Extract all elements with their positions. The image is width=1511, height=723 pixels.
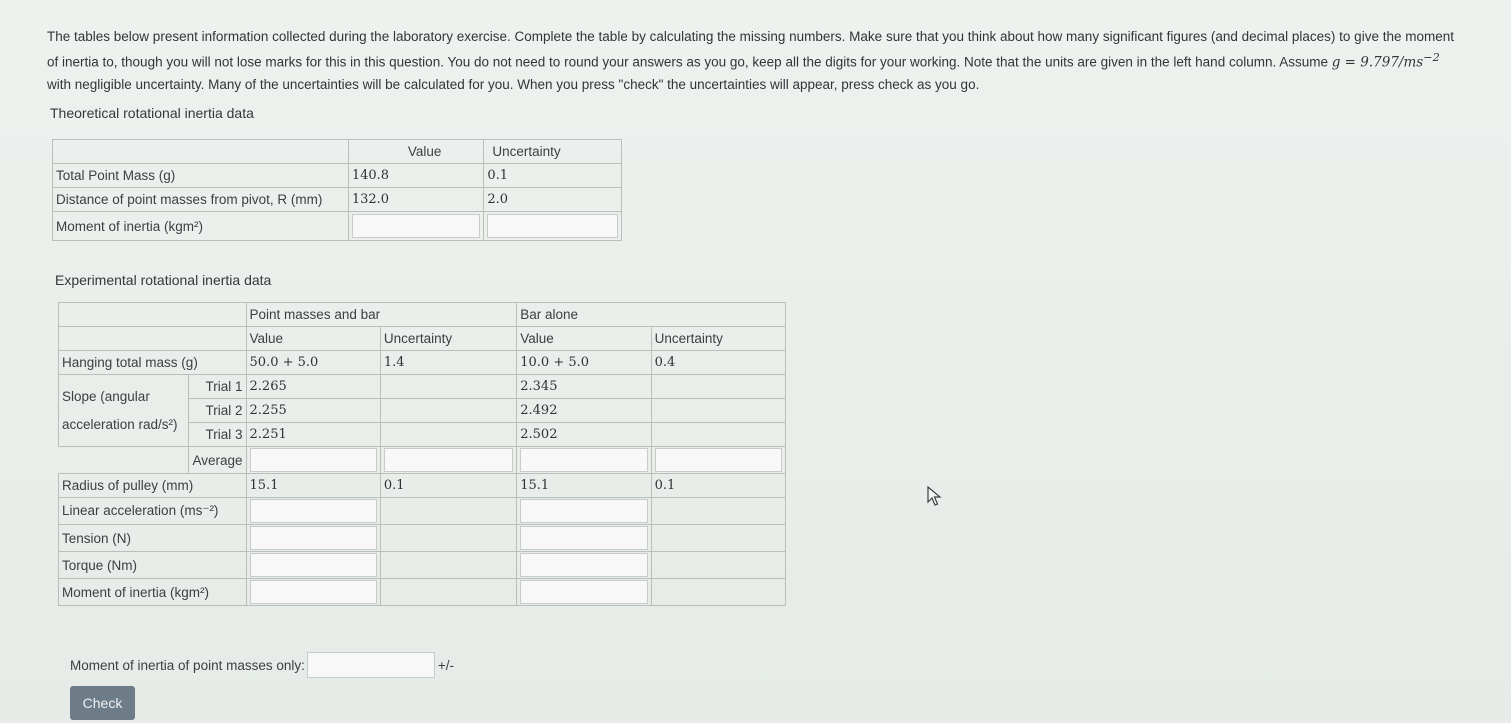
plus-minus-label: +/- — [437, 657, 454, 673]
slope-label: Slope (angular acceleration rad/s²) — [59, 375, 189, 447]
sub-header-row — [59, 327, 786, 351]
header-uncertainty: Uncertainty — [380, 327, 516, 351]
cell-empty — [651, 525, 785, 552]
input-cell — [246, 525, 380, 552]
check-button[interactable]: Check — [70, 686, 135, 720]
theoretical-header-empty — [53, 140, 349, 164]
cell-empty — [651, 375, 785, 399]
input-cell — [517, 447, 651, 474]
cell-empty — [651, 399, 785, 423]
trial-label: Trial 1 — [189, 375, 246, 399]
cell-value: 2.265 — [246, 375, 380, 399]
header-empty — [59, 303, 247, 327]
bar-moment-of-inertia-input[interactable] — [520, 580, 647, 604]
bar-tension-input[interactable] — [520, 526, 647, 550]
moi-uncertainty-cell — [484, 212, 622, 241]
point-mass-moi-input[interactable] — [307, 652, 435, 678]
pm-moment-of-inertia-input[interactable] — [250, 580, 377, 604]
input-cell — [246, 552, 380, 579]
table-row — [53, 212, 622, 241]
row-label: Radius of pulley (mm) — [59, 474, 247, 498]
table-row — [59, 498, 786, 525]
input-cell — [380, 447, 516, 474]
row-label: Torque (Nm) — [59, 552, 247, 579]
gravity-formula: g = 9.797/ms — [1331, 54, 1424, 71]
theoretical-table — [52, 139, 622, 241]
header-value: Value — [246, 327, 380, 351]
row-label: Hanging total mass (g) — [59, 351, 247, 375]
cell-uncertainty: 0.1 — [484, 164, 622, 188]
pm-average-uncertainty-input[interactable] — [384, 448, 513, 472]
cell-empty — [651, 498, 785, 525]
cell-empty — [651, 579, 785, 606]
cell-value: 15.1 — [517, 474, 651, 498]
instructions-text: The tables below present information collected during the laboratory exercise. Complete the table by calculating the missing numbers. Make sure that you think about how many significant figures (and decimal places) to give the moment of inertia to, though you will not lose marks for this in this question. You do not need to round your answers as you go, keep all the digits for your working. Note that the units are given in the left hand column. Assume $g = 9.797/ms^{-2}$ with negligible uncertainty. Many of the uncertainties will be calculated for you. When you press "check" the uncertainties will appear, press check as you go. — [47, 29, 1454, 92]
row-label: Moment of inertia (kgm²) — [53, 212, 349, 241]
row-label: Linear acceleration (ms⁻²) — [59, 498, 247, 525]
pm-torque-input[interactable] — [250, 553, 377, 577]
row-label: Total Point Mass (g) — [53, 164, 349, 188]
group-header-row — [59, 303, 786, 327]
cell-uncertainty: 0.1 — [651, 474, 785, 498]
row-label: Distance of point masses from pivot, R (mm) — [53, 188, 349, 212]
cell-value: 2.492 — [517, 399, 651, 423]
table-row — [59, 474, 786, 498]
cell-value: 2.345 — [517, 375, 651, 399]
cell-empty — [651, 552, 785, 579]
input-cell — [517, 525, 651, 552]
cell-value: 2.251 — [246, 423, 380, 447]
cell-empty — [380, 423, 516, 447]
table-row — [59, 552, 786, 579]
input-cell — [246, 579, 380, 606]
bar-linear-acceleration-input[interactable] — [520, 499, 647, 523]
point-mass-moi-line — [70, 652, 454, 678]
header-value: Value — [517, 327, 651, 351]
group-point-masses-and-bar: Point masses and bar — [246, 303, 517, 327]
input-cell — [651, 447, 785, 474]
cell-uncertainty: 2.0 — [484, 188, 622, 212]
cell-empty — [380, 552, 516, 579]
cell-value: 2.255 — [246, 399, 380, 423]
cell-empty — [59, 447, 189, 474]
cell-uncertainty: 1.4 — [380, 351, 516, 375]
header-empty — [59, 327, 247, 351]
cell-uncertainty: 0.4 — [651, 351, 785, 375]
experimental-title: Experimental rotational inertia data — [55, 272, 272, 288]
row-label: Tension (N) — [59, 525, 247, 552]
cell-uncertainty: 0.1 — [380, 474, 516, 498]
table-row — [59, 375, 786, 399]
theoretical-header-value: Value — [348, 140, 484, 164]
pm-tension-input[interactable] — [250, 526, 377, 550]
cell-empty — [380, 498, 516, 525]
table-row — [59, 351, 786, 375]
gravity-exponent: −2 — [1423, 51, 1440, 64]
table-row — [59, 579, 786, 606]
pm-average-input[interactable] — [250, 448, 377, 472]
input-cell — [246, 498, 380, 525]
cell-empty — [651, 423, 785, 447]
point-mass-moi-label: Moment of inertia of point masses only: — [70, 657, 305, 673]
input-cell — [517, 552, 651, 579]
cell-empty — [380, 525, 516, 552]
moi-uncertainty-input[interactable] — [487, 214, 618, 238]
trial-label: Trial 2 — [189, 399, 246, 423]
cell-value: 140.8 — [348, 164, 484, 188]
experimental-table — [58, 302, 786, 606]
input-cell — [246, 447, 380, 474]
table-row — [53, 188, 622, 212]
theoretical-title: Theoretical rotational inertia data — [50, 105, 254, 121]
theoretical-header-uncertainty: Uncertainty — [484, 140, 622, 164]
row-label: Moment of inertia (kgm²) — [59, 579, 247, 606]
table-row — [59, 525, 786, 552]
bar-average-input[interactable] — [520, 448, 647, 472]
trial-label: Trial 3 — [189, 423, 246, 447]
cell-value: 2.502 — [517, 423, 651, 447]
cell-value: 132.0 — [348, 188, 484, 212]
cell-empty — [380, 579, 516, 606]
table-row — [59, 447, 786, 474]
theoretical-header-row — [53, 140, 622, 164]
mouse-cursor-icon — [927, 486, 943, 506]
input-cell — [517, 498, 651, 525]
cell-empty — [380, 375, 516, 399]
table-row — [53, 164, 622, 188]
cell-empty — [380, 399, 516, 423]
moi-value-cell — [348, 212, 484, 241]
input-cell — [517, 579, 651, 606]
average-label: Average — [189, 447, 246, 474]
group-bar-alone: Bar alone — [517, 303, 786, 327]
moi-value-input[interactable] — [352, 214, 481, 238]
bar-torque-input[interactable] — [520, 553, 647, 577]
cell-value: 15.1 — [246, 474, 380, 498]
header-uncertainty: Uncertainty — [651, 327, 785, 351]
cell-value: 10.0 + 5.0 — [517, 351, 651, 375]
bar-average-uncertainty-input[interactable] — [655, 448, 782, 472]
pm-linear-acceleration-input[interactable] — [250, 499, 377, 523]
cell-value: 50.0 + 5.0 — [246, 351, 380, 375]
